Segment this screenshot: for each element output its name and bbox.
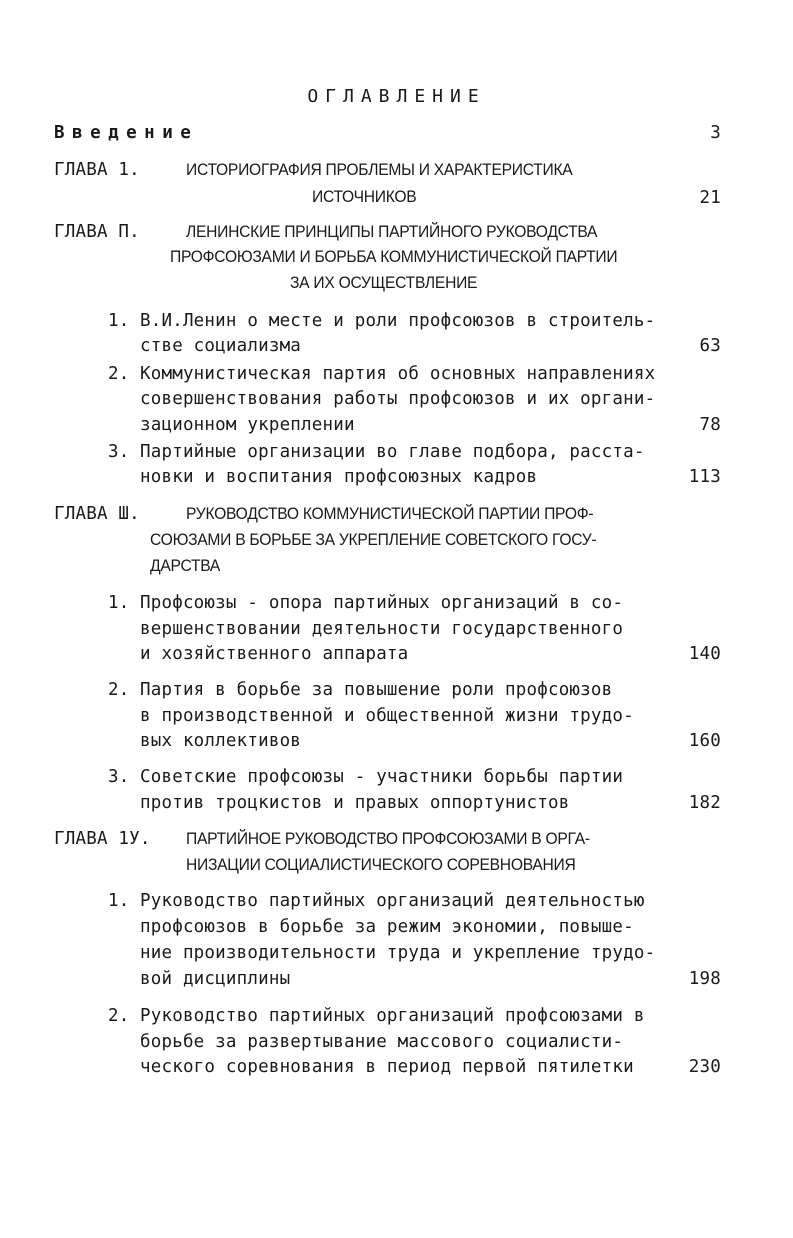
chapter-3-section-1-number: 1. [108,593,130,613]
chapter-2-section-1-number: 1. [108,311,130,331]
chapter-3-section-1-page: 140 [688,644,721,664]
chapter-3-section-2-page: 160 [688,731,721,751]
chapter-2-label: ГЛАВА П. [54,222,140,242]
chapter-3-section-3-number: 3. [108,767,130,787]
chapter-3-title-line-2: СОЮЗАМИ В БОРЬБЕ ЗА УКРЕПЛЕНИЕ СОВЕТСКОГО ГОСУ- [150,530,597,549]
chapter-2-section-2-line-2: совершенствования работы профсоюзов и их органи- [140,389,656,409]
chapter-4-section-1-line-3: ние производительности труда и укрепление трудо- [140,943,656,963]
chapter-2-title-line-3: ЗА ИХ ОСУЩЕСТВЛЕНИЕ [290,273,478,292]
chapter-4-section-1-page: 198 [688,969,721,989]
chapter-2-section-3-number: 3. [108,442,130,462]
page-title: ОГЛАВЛЕНИЕ [307,86,486,107]
intro-label: Введение [54,123,199,143]
chapter-4-title-line-2: НИЗАЦИИ СОЦИАЛИСТИЧЕСКОГО СОРЕВНОВАНИЯ [186,855,576,874]
chapter-4-section-2-page: 230 [688,1057,721,1077]
chapter-2-title-line-1: ЛЕНИНСКИЕ ПРИНЦИПЫ ПАРТИЙНОГО РУКОВОДСТВА [186,222,598,241]
chapter-3-title-line-3: ДАРСТВА [150,556,221,575]
chapter-3-section-3-line-1: Советские профсоюзы - участники борьбы партии [140,767,624,787]
chapter-2-section-1-page: 63 [699,336,721,356]
chapter-3-section-1-line-1: Профсоюзы - опора партийных организаций в со- [140,593,624,613]
chapter-1-title-line-1: ИСТОРИОГРАФИЯ ПРОБЛЕМЫ И ХАРАКТЕРИСТИКА [186,160,573,179]
chapter-2-title-line-2: ПРОФСОЮЗАМИ И БОРЬБА КОММУНИСТИЧЕСКОЙ ПАРТИИ [170,247,618,266]
intro-page-number: 3 [710,123,721,143]
chapter-3-section-1-line-2: вершенствовании деятельности государственного [140,619,624,639]
chapter-4-title-line-1: ПАРТИЙНОЕ РУКОВОДСТВО ПРОФСОЮЗАМИ В ОРГА- [186,829,590,848]
chapter-3-section-3-line-2: против троцкистов и правых оппортунистов [140,793,570,813]
chapter-2-section-3-line-1: Партийные организации во главе подбора, расста- [140,442,645,462]
chapter-1-label: ГЛАВА 1. [54,160,140,180]
chapter-1-page-number: 21 [699,188,721,208]
chapter-3-section-2-line-1: Партия в борьбе за повышение роли профсоюзов [140,680,613,700]
chapter-4-section-1-line-4: вой дисциплины [140,969,291,989]
chapter-2-section-1-line-1: В.И.Ленин о месте и роли профсоюзов в строитель- [140,311,656,331]
chapter-2-section-2-line-1: Коммунистическая партия об основных направлениях [140,364,656,384]
chapter-3-label: ГЛАВА Ш. [54,504,140,524]
chapter-1-title-line-2: ИСТОЧНИКОВ [312,187,417,206]
chapter-3-title-line-1: РУКОВОДСТВО КОММУНИСТИЧЕСКОЙ ПАРТИИ ПРОФ- [186,504,594,523]
chapter-4-section-2-number: 2. [108,1006,130,1026]
chapter-2-section-1-line-2: стве социализма [140,336,302,356]
chapter-4-section-2-line-3: ческого соревнования в период первой пятилетки [140,1057,634,1077]
chapter-3-section-2-line-2: в производственной и общественной жизни трудо- [140,706,634,726]
chapter-2-section-3-line-2: новки и воспитания профсоюзных кадров [140,467,538,487]
chapter-3-section-2-number: 2. [108,680,130,700]
chapter-4-section-1-line-1: Руководство партийных организаций деятельностью [140,891,645,911]
chapter-2-section-2-number: 2. [108,364,130,384]
chapter-2-section-2-line-3: зационном укреплении [140,415,355,435]
chapter-4-section-1-number: 1. [108,891,130,911]
chapter-4-label: ГЛАВА 1У. [54,829,151,849]
chapter-4-section-1-line-2: профсоюзов в борьбе за режим экономии, повыше- [140,917,634,937]
chapter-4-section-2-line-2: борьбе за развертывание массового социалисти- [140,1032,624,1052]
chapter-2-section-2-page: 78 [699,415,721,435]
chapter-3-section-1-line-3: и хозяйственного аппарата [140,644,409,664]
chapter-3-section-3-page: 182 [688,793,721,813]
chapter-2-section-3-page: 113 [688,467,721,487]
chapter-3-section-2-line-3: вых коллективов [140,731,302,751]
chapter-4-section-2-line-1: Руководство партийных организаций профсоюзами в [140,1006,645,1026]
